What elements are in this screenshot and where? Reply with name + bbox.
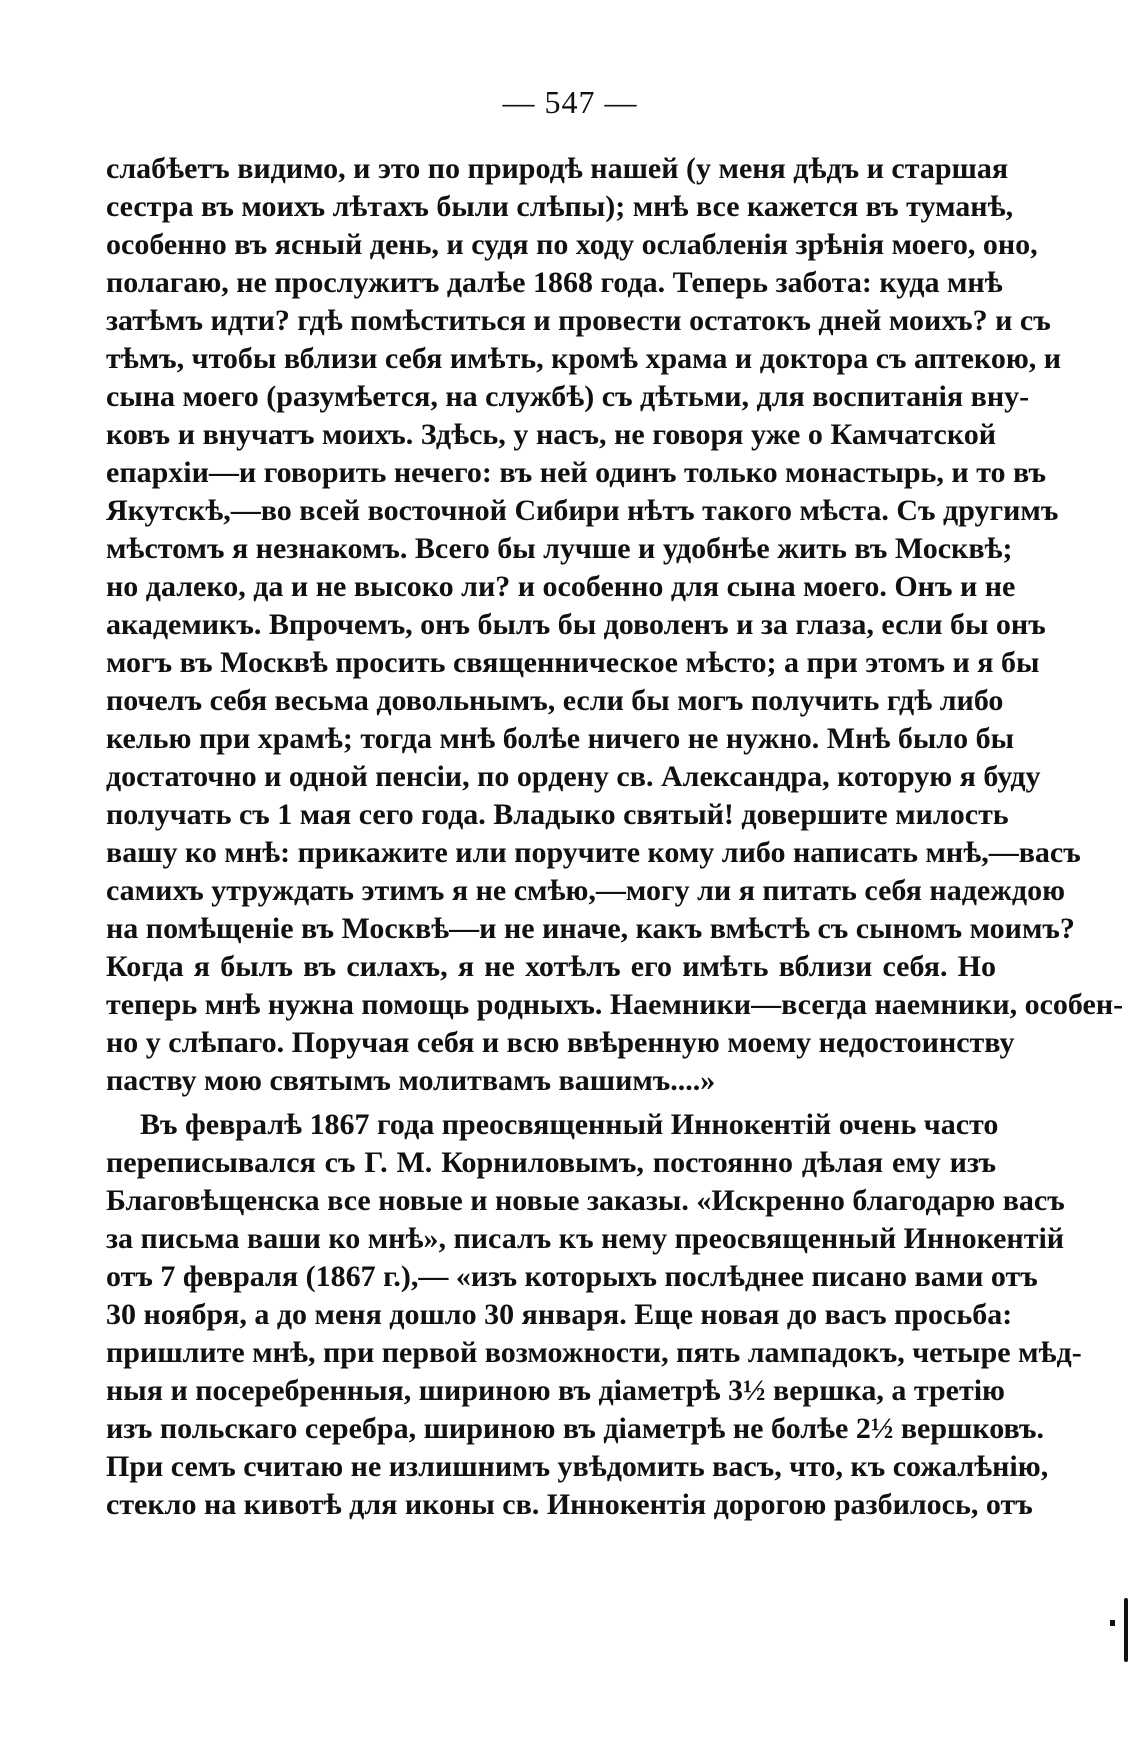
page-number: — 547 — — [502, 84, 638, 120]
text-line: отъ 7 февраля (1867 г.),— «изъ которыхъ послѣднее писано вами отъ — [106, 1260, 1038, 1293]
text-line: могъ въ Москвѣ просить священническое мѣсто; а при этомъ и я бы — [106, 646, 1040, 679]
text-line: самихъ утруждать этимъ я не смѣю,—могу ли я питать себя надеждою — [106, 874, 1066, 907]
paragraph-february-1867 — [106, 1106, 1082, 1524]
text-line: но далеко, да и не высоко ли? и особенно для сына моего. Онъ и не — [106, 570, 1016, 603]
text-line: теперь мнѣ нужна помощь родныхъ. Наемники—всегда наемники, особен- — [106, 988, 1124, 1021]
text-line: стекло на кивотѣ для иконы св. Иннокентія дорогою разбилось, отъ — [106, 1488, 1033, 1521]
text-line: изъ польскаго серебра, шириною въ діаметрѣ не болѣе 2½ вершковъ. — [106, 1412, 1044, 1445]
text-line: паству мою святымъ молитвамъ вашимъ....» — [106, 1064, 716, 1097]
text-line: слабѣетъ видимо, и это по природѣ нашей (у меня дѣдъ и старшая — [106, 152, 1009, 185]
text-line: особенно въ ясный день, и судя по ходу ослабленія зрѣнія моего, оно, — [106, 228, 1038, 261]
text-line: но у слѣпаго. Поручая себя и всю ввѣренную моему недостоинству — [106, 1026, 1015, 1059]
text-line: мѣстомъ я незнакомъ. Всего бы лучше и удобнѣе жить въ Москвѣ; — [106, 532, 1013, 565]
text-line: переписывался съ Г. М. Корниловымъ, постоянно дѣлая ему изъ — [106, 1146, 996, 1179]
text-line: 30 ноября, а до меня дошло 30 января. Еще новая до васъ просьба: — [106, 1298, 1013, 1331]
text-line: ныя и посеребренныя, шириною въ діаметрѣ 3½ вершка, а третію — [106, 1374, 1005, 1407]
text-line: ковъ и внучатъ моихъ. Здѣсь, у насъ, не говоря уже о Камчатской — [106, 418, 996, 451]
text-line: сестра въ моихъ лѣтахъ были слѣпы); мнѣ все кажется въ туманѣ, — [106, 190, 1014, 223]
text-line: получать съ 1 мая сего года. Владыко святый! довершите милость — [106, 798, 1009, 831]
body-text — [106, 150, 1124, 1524]
text-line: на помѣщеніе въ Москвѣ—и не иначе, какъ вмѣстѣ съ сыномъ моимъ? — [106, 912, 1075, 945]
text-line: затѣмъ идти? гдѣ помѣститься и провести остатокъ дней моихъ? и съ — [106, 304, 1051, 337]
text-line: При семъ считаю не излишнимъ увѣдомить васъ, что, къ сожалѣнію, — [106, 1450, 1049, 1483]
text-line: за письма ваши ко мнѣ», писалъ къ нему преосвященный Иннокентій — [106, 1222, 1065, 1255]
text-line: келью при храмѣ; тогда мнѣ болѣе ничего не нужно. Мнѣ было бы — [106, 722, 1015, 755]
scan-edge-dot — [1110, 1620, 1115, 1626]
text-line: сына моего (разумѣется, на службѣ) съ дѣтьми, для воспитанія вну- — [106, 380, 1030, 413]
scan-edge-bar — [1124, 1598, 1128, 1662]
text-line: Въ февралѣ 1867 года преосвященный Иннокентій очень часто — [140, 1108, 999, 1141]
text-line: Когда я былъ въ силахъ, я не хотѣлъ его имѣть вблизи себя. Но — [106, 950, 996, 983]
text-line: полагаю, не прослужитъ далѣе 1868 года. Теперь забота: куда мнѣ — [106, 266, 1003, 299]
text-line: Якутскѣ,—во всей восточной Сибири нѣтъ такого мѣста. Съ другимъ — [106, 494, 1059, 527]
text-line: епархіи—и говорить нечего: въ ней одинъ только монастырь, и то въ — [106, 456, 1046, 489]
paragraph-letter-continuation — [106, 150, 1124, 1100]
text-line: вашу ко мнѣ: прикажите или поручите кому либо написать мнѣ,—васъ — [106, 836, 1081, 869]
text-line: академикъ. Впрочемъ, онъ былъ бы доволенъ и за глаза, если бы онъ — [106, 608, 1046, 641]
text-line: почелъ себя весьма довольнымъ, если бы могъ получить гдѣ либо — [106, 684, 1004, 717]
text-line: Благовѣщенска все новые и новые заказы. «Искренно благодарю васъ — [106, 1184, 1065, 1217]
text-line: пришлите мнѣ, при первой возможности, пять лампадокъ, четыре мѣд- — [106, 1336, 1082, 1369]
text-line: тѣмъ, чтобы вблизи себя имѣть, кромѣ храма и доктора съ аптекою, и — [106, 342, 1062, 375]
text-line: достаточно и одной пенсіи, по ордену св. Александра, которую я буду — [106, 760, 1041, 793]
